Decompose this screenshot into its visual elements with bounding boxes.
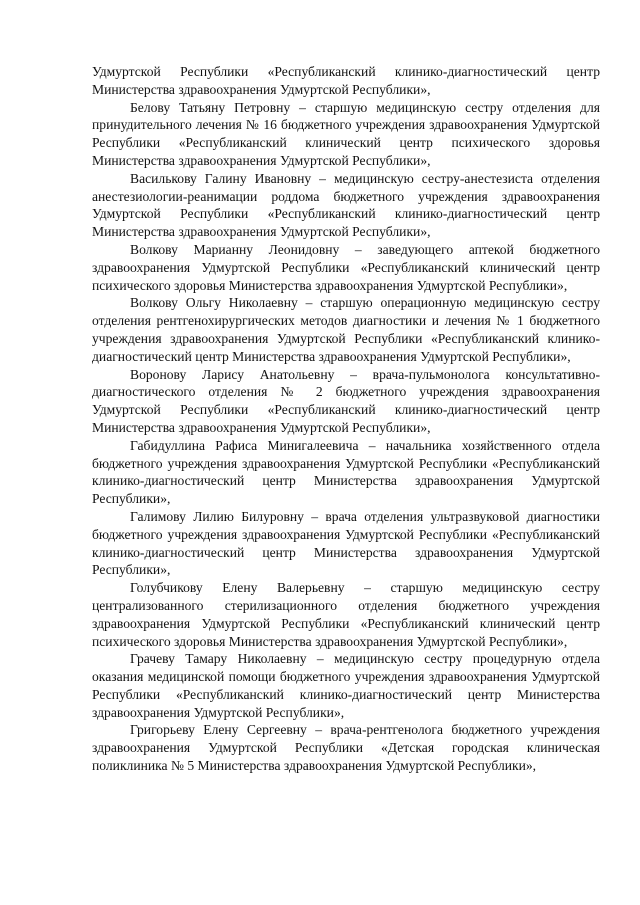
paragraph-voronova: Воронову Ларису Анатольевну – врача-пульмонолога консультативно-диагностического отделения № 2 бюджетного учреждения здравоохранения Удмуртской Республики «Республиканский клинико-диагностический центр Министерства здравоохранения Удмуртской Республики», [92, 366, 600, 435]
paragraph-gabidullin: Габидуллина Рафиса Минигалеевича – начальника хозяйственного отдела бюджетного учреждения здравоохранения Удмуртской Республики «Республиканский клинико-диагностический центр Министерства здравоохранения Удмуртской Республики», [92, 437, 600, 507]
paragraph-belova: Белову Татьяну Петровну – старшую медицинскую сестру отделения для принудительного лечения № 16 бюджетного учреждения здравоохранения Удмуртской Республики «Республиканский клинический центр психического здоровья Министерства здравоохранения Удмуртской Республики», [92, 99, 600, 168]
paragraph-volkova-olga: Волкову Ольгу Николаевну – старшую операционную медицинскую сестру отделения рентгенохирургических методов диагностики и лечения № 1 бюджетного учреждения здравоохранения Удмуртской Республики «Республиканский клинико-диагностический центр Министерства здравоохранения Удмуртской Республики», [92, 295, 600, 364]
paragraph-galimova: Галимову Лилию Билуровну – врача отделения ультразвуковой диагностики бюджетного учреждения здравоохранения Удмуртской Республики «Республиканский клинико-диагностический центр Министерства здравоохранения Удмуртской Республики», [92, 508, 600, 578]
paragraph-grigoryeva: Григорьеву Елену Сергеевну – врача-рентгенолога бюджетного учреждения здравоохранения Удмуртской Республики «Детская городская клиническая поликлиника № 5 Министерства здравоохранения Удмуртской Республики», [92, 722, 600, 774]
paragraph-vasilkova: Василькову Галину Ивановну – медицинскую сестру-анестезиста отделения анестезиологии-реанимации роддома бюджетного учреждения здравоохранения Удмуртской Республики «Республиканский клинико-диагностический центр Министерства здравоохранения Удмуртской Республики», [92, 170, 600, 240]
paragraph-volkova-marianna: Волкову Марианну Леонидовну – заведующего аптекой бюджетного здравоохранения Удмуртской Республики «Республиканский клинический центр психического здоровья Министерства здравоохранения Удмуртской Республики», [92, 241, 600, 293]
document-page [92, 63, 600, 775]
paragraph-gracheva: Грачеву Тамару Николаевну – медицинскую сестру процедурную отдела оказания медицинской помощи бюджетного учреждения здравоохранения Удмуртской Республики «Республиканский клинико-диагностический центр Министерства здравоохранения Удмуртской Республики», [92, 651, 600, 720]
paragraph-continuation: Удмуртской Республики «Республиканский клинико-диагностический центр Министерства здравоохранения Удмуртской Республики», [92, 64, 600, 97]
paragraph-golubchikova: Голубчикову Елену Валерьевну – старшую медицинскую сестру централизованного стерилизационного отделения бюджетного учреждения здравоохранения Удмуртской Республики «Республиканский клинический центр психического здоровья Министерства здравоохранения Удмуртской Республики», [92, 580, 600, 649]
